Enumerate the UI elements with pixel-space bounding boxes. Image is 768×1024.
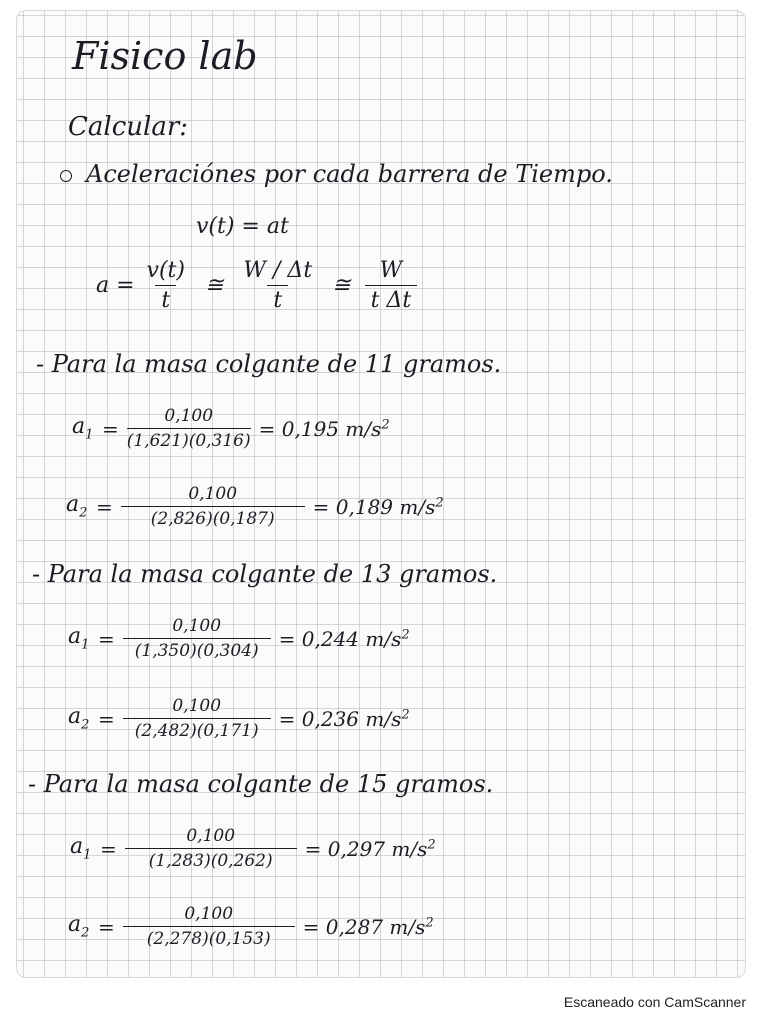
calc-numerator: 0,100 [164, 406, 214, 426]
calc-exponent: 2 [425, 914, 434, 930]
calc-exponent: 2 [435, 494, 444, 510]
fraction-width-over-delta [237, 258, 318, 313]
calc-result [279, 627, 410, 651]
calc-fraction [123, 696, 271, 741]
calc-numerator: 0,100 [172, 616, 222, 636]
calc-exponent: 2 [427, 836, 436, 852]
calc-symbol: a [68, 704, 82, 730]
approx-symbol: ≅ [332, 273, 351, 298]
calc-lhs [70, 834, 100, 862]
equals-sign: = [100, 836, 117, 861]
fraction-denominator: t Δt [365, 285, 418, 313]
calc-result [313, 495, 444, 519]
calc-denominator: (2,278)(0,153) [123, 926, 295, 949]
approx-symbol: ≅ [204, 273, 224, 298]
camscanner-watermark: Escaneado con CamScanner [563, 994, 746, 1010]
calc-numerator: 0,100 [184, 904, 234, 924]
calc-row [66, 484, 444, 529]
calc-subscript: 2 [81, 925, 90, 941]
section-heading-11g: - Para la masa colgante de 11 gramos. [36, 350, 502, 378]
calc-numerator: 0,100 [172, 696, 222, 716]
calc-result-value: = 0,297 m/s [304, 836, 428, 861]
acceleration-lhs: a = [96, 273, 135, 298]
fraction-width-over-product [365, 258, 418, 313]
velocity-formula: v(t) = at [196, 214, 289, 239]
calc-symbol: a [68, 912, 82, 938]
equals-sign: = [96, 494, 113, 519]
calc-result-value: = 0,244 m/s [278, 626, 402, 651]
calc-row [72, 406, 390, 451]
calc-result-value: = 0,236 m/s [278, 706, 402, 731]
calc-exponent: 2 [401, 626, 410, 642]
calc-result-value: = 0,195 m/s [258, 416, 382, 441]
calc-lhs [68, 624, 98, 652]
calc-denominator: (2,826)(0,187) [121, 506, 305, 529]
calc-symbol: a [72, 414, 86, 440]
calc-denominator: (1,621)(0,316) [127, 428, 251, 451]
calc-result [303, 915, 434, 939]
calc-fraction [121, 484, 305, 529]
calc-fraction [125, 826, 297, 871]
calc-denominator: (1,283)(0,262) [125, 848, 297, 871]
calc-result-value: = 0,287 m/s [302, 914, 426, 939]
calc-lhs [68, 704, 98, 732]
calc-symbol: a [68, 624, 82, 650]
fraction-denominator: t [155, 285, 176, 313]
calc-result [305, 837, 436, 861]
calc-subscript: 2 [81, 717, 90, 733]
section-heading-13g: - Para la masa colgante de 13 gramos. [32, 560, 498, 588]
calc-result [279, 707, 410, 731]
section-heading-15g: - Para la masa colgante de 15 gramos. [28, 770, 494, 798]
calc-row [68, 696, 410, 741]
equals-sign: = [98, 914, 115, 939]
acceleration-formula [96, 258, 423, 313]
page-title: Fisico lab [72, 34, 258, 78]
calc-result-value: = 0,189 m/s [312, 494, 436, 519]
calc-lhs [68, 912, 98, 940]
equals-sign: = [102, 416, 119, 441]
calc-subscript: 1 [83, 847, 92, 863]
calc-row [68, 616, 410, 661]
bullet-text: Aceleraciónes por cada barrera de Tiempo. [86, 160, 613, 188]
calc-subscript: 2 [79, 505, 88, 521]
fraction-numerator: W [379, 258, 403, 283]
bullet-circle-icon [60, 170, 72, 182]
calc-row [68, 904, 434, 949]
fraction-denominator: t [267, 285, 288, 313]
bullet-item [60, 160, 613, 188]
calc-symbol: a [70, 834, 84, 860]
calc-row [70, 826, 436, 871]
calc-numerator: 0,100 [188, 484, 238, 504]
calc-subscript: 1 [81, 637, 90, 653]
equals-sign: = [98, 626, 115, 651]
calc-lhs [66, 492, 96, 520]
calc-fraction [127, 406, 251, 451]
fraction-numerator: v(t) [146, 258, 185, 283]
calc-exponent: 2 [381, 416, 390, 432]
calc-fraction [123, 616, 271, 661]
calculate-heading: Calcular: [68, 112, 189, 142]
equals-sign: = [98, 706, 115, 731]
calc-exponent: 2 [401, 706, 410, 722]
fraction-velocity-over-time [141, 258, 191, 313]
calc-denominator: (2,482)(0,171) [123, 718, 271, 741]
fraction-numerator: W / Δt [243, 258, 313, 283]
calc-numerator: 0,100 [186, 826, 236, 846]
calc-fraction [123, 904, 295, 949]
calc-denominator: (1,350)(0,304) [123, 638, 271, 661]
calc-subscript: 1 [85, 427, 94, 443]
calc-result [259, 417, 390, 441]
calc-symbol: a [66, 492, 80, 518]
calc-lhs [72, 414, 102, 442]
